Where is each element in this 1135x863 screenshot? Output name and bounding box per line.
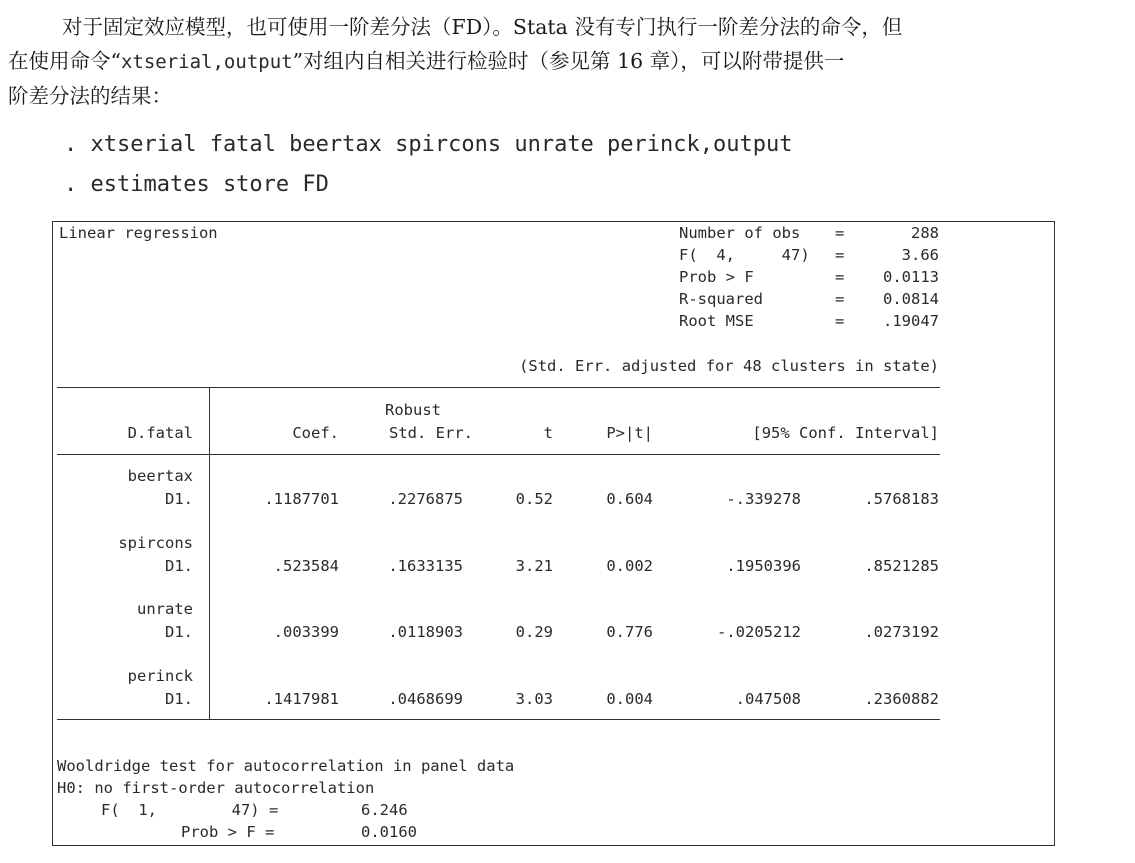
stat-eq-nobs: = — [835, 224, 845, 242]
row-coef: .003399 — [273, 623, 339, 641]
table-bottom-rule — [57, 719, 940, 720]
row-var-name: beertax — [127, 467, 193, 485]
stata-command-estimates-store: . estimates store FD — [64, 172, 329, 197]
table-header-rule — [57, 454, 940, 455]
row-lag: D1. — [165, 623, 193, 641]
row-se: .0118903 — [388, 623, 463, 641]
row-p: 0.604 — [606, 490, 653, 508]
row-t: 3.21 — [515, 557, 553, 575]
table-column-divider — [209, 387, 210, 720]
wooldridge-h0: H0: no first-order autocorrelation — [57, 779, 375, 797]
row-ci-low: .1950396 — [726, 557, 801, 575]
stat-value-nobs: 288 — [911, 224, 939, 242]
output-title: Linear regression — [59, 224, 218, 242]
row-lag: D1. — [165, 490, 193, 508]
table-top-rule — [57, 387, 940, 388]
header-coef: Coef. — [292, 424, 339, 442]
row-se: .1633135 — [388, 557, 463, 575]
row-var-name: spircons — [118, 534, 193, 552]
stat-label-f: F( 4, 47) — [679, 246, 810, 264]
stata-output-box — [52, 221, 1055, 846]
row-p: 0.002 — [606, 557, 653, 575]
header-t: t — [543, 424, 553, 442]
row-t: 0.52 — [515, 490, 553, 508]
row-se: .0468699 — [388, 690, 463, 708]
stat-eq-probf: = — [835, 268, 845, 286]
wooldridge-p-label: Prob > F = — [181, 823, 275, 841]
row-p: 0.004 — [606, 690, 653, 708]
row-ci-low: -.0205212 — [717, 623, 801, 641]
row-ci-high: .2360882 — [864, 690, 939, 708]
row-lag: D1. — [165, 690, 193, 708]
line2-suffix: ”对组内自相关进行检验时（参见第 16 章），可以附带提供一 — [292, 49, 845, 73]
row-ci-low: .047508 — [735, 690, 801, 708]
cluster-note: (Std. Err. adjusted for 48 clusters in state) — [519, 357, 939, 375]
row-t: 0.29 — [515, 623, 553, 641]
stat-eq-rmse: = — [835, 312, 845, 330]
stat-value-rmse: .19047 — [883, 312, 939, 330]
stat-label-nobs: Number of obs — [679, 224, 801, 242]
row-ci-high: .8521285 — [864, 557, 939, 575]
header-depvar: D.fatal — [127, 424, 193, 442]
row-coef: .1417981 — [264, 690, 339, 708]
row-ci-low: -.339278 — [726, 490, 801, 508]
row-lag: D1. — [165, 557, 193, 575]
stat-label-rmse: Root MSE — [679, 312, 754, 330]
line2-prefix: 在使用命令“ — [8, 49, 121, 73]
row-var-name: perinck — [127, 667, 193, 685]
paragraph-line-3: 阶差分法的结果： — [8, 84, 172, 108]
stat-eq-f: = — [835, 246, 845, 264]
intro-paragraph — [8, 10, 1128, 113]
wooldridge-f-value: 6.246 — [361, 801, 408, 819]
row-var-name: unrate — [137, 600, 193, 618]
stat-label-rsq: R-squared — [679, 290, 763, 308]
paragraph-line-2 — [8, 44, 1128, 79]
row-ci-high: .0273192 — [864, 623, 939, 641]
stat-label-probf: Prob > F — [679, 268, 754, 286]
row-se: .2276875 — [388, 490, 463, 508]
stat-value-f: 3.66 — [901, 246, 939, 264]
row-coef: .1187701 — [264, 490, 339, 508]
row-t: 3.03 — [515, 690, 553, 708]
wooldridge-f-label: F( 1, 47) = — [101, 801, 279, 819]
header-ci: [95% Conf. Interval] — [752, 424, 939, 442]
inline-code-command: xtserial,output — [120, 51, 293, 73]
wooldridge-title: Wooldridge test for autocorrelation in panel data — [57, 757, 515, 775]
header-p: P>|t| — [606, 424, 653, 442]
stat-value-probf: 0.0113 — [883, 268, 939, 286]
row-ci-high: .5768183 — [864, 490, 939, 508]
stat-eq-rsq: = — [835, 290, 845, 308]
stat-value-rsq: 0.0814 — [883, 290, 939, 308]
wooldridge-p-value: 0.0160 — [361, 823, 417, 841]
header-stderr: Std. Err. — [389, 424, 473, 442]
paragraph-line-1: 对于固定效应模型，也可使用一阶差分法（FD）。Stata 没有专门执行一阶差分法的命令，但 — [62, 15, 903, 39]
header-robust: Robust — [385, 401, 441, 419]
row-p: 0.776 — [606, 623, 653, 641]
row-coef: .523584 — [273, 557, 339, 575]
stata-command-xtserial: . xtserial fatal beertax spircons unrate perinck,output — [64, 132, 793, 157]
